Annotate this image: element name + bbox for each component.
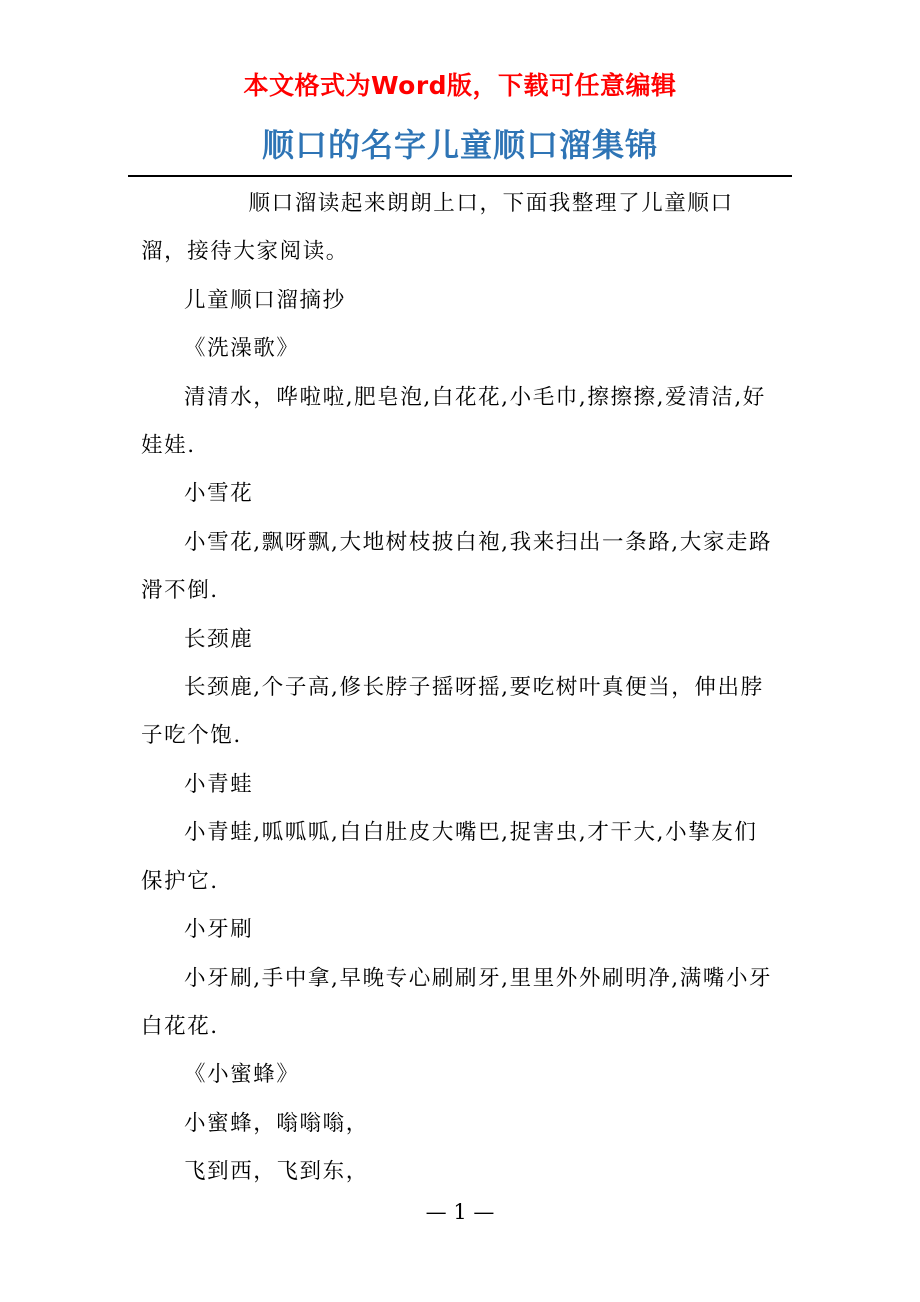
rhyme-text-snowflake: 小雪花,飘呀飘,大地树枝披白袍,我来扫出一条路,大家走路滑不倒. [141, 529, 773, 604]
intro-paragraph: 顺口溜读起来朗朗上口，下面我整理了儿童顺口溜，接待大家阅读。 [141, 191, 734, 265]
document-body [141, 180, 777, 1197]
rhyme-title-bath-song: 《洗澡歌》 [184, 336, 300, 362]
rhyme-text-giraffe: 长颈鹿,个子高,修长脖子摇呀摇,要吃树叶真便当，伸出脖子吃个饱. [141, 675, 764, 749]
page-number: — 1 — [425, 1200, 495, 1224]
format-notice: 本文格式为Word版，下载可任意编辑 [243, 71, 677, 100]
rhyme-text-toothbrush: 小牙刷,手中拿,早晚专心刷刷牙,里里外外刷明净,满嘴小牙白花花. [141, 965, 773, 1039]
rhyme-text-bath-song: 清清水，哗啦啦,肥皂泡,白花花,小毛巾,擦擦擦,爱清洁,好娃娃. [141, 384, 766, 459]
section-heading: 儿童顺口溜摘抄 [184, 287, 346, 313]
rhyme-title-snowflake: 小雪花 [184, 481, 254, 507]
rhyme-text-frog: 小青蛙,呱呱呱,白白肚皮大嘴巴,捉害虫,才干大,小挚友们保护它. [141, 820, 758, 894]
rhyme-title-bee: 《小蜜蜂》 [184, 1062, 300, 1088]
rhyme-title-frog: 小青蛙 [184, 771, 254, 797]
rhyme-line-bee-1: 小蜜蜂，嗡嗡嗡， [184, 1110, 369, 1136]
rhyme-title-giraffe: 长颈鹿 [184, 626, 254, 652]
title-divider [128, 175, 792, 177]
rhyme-title-toothbrush: 小牙刷 [184, 917, 254, 943]
document-title: 顺口的名字儿童顺口溜集锦 [261, 126, 658, 164]
rhyme-line-bee-2: 飞到西，飞到东， [184, 1159, 369, 1185]
